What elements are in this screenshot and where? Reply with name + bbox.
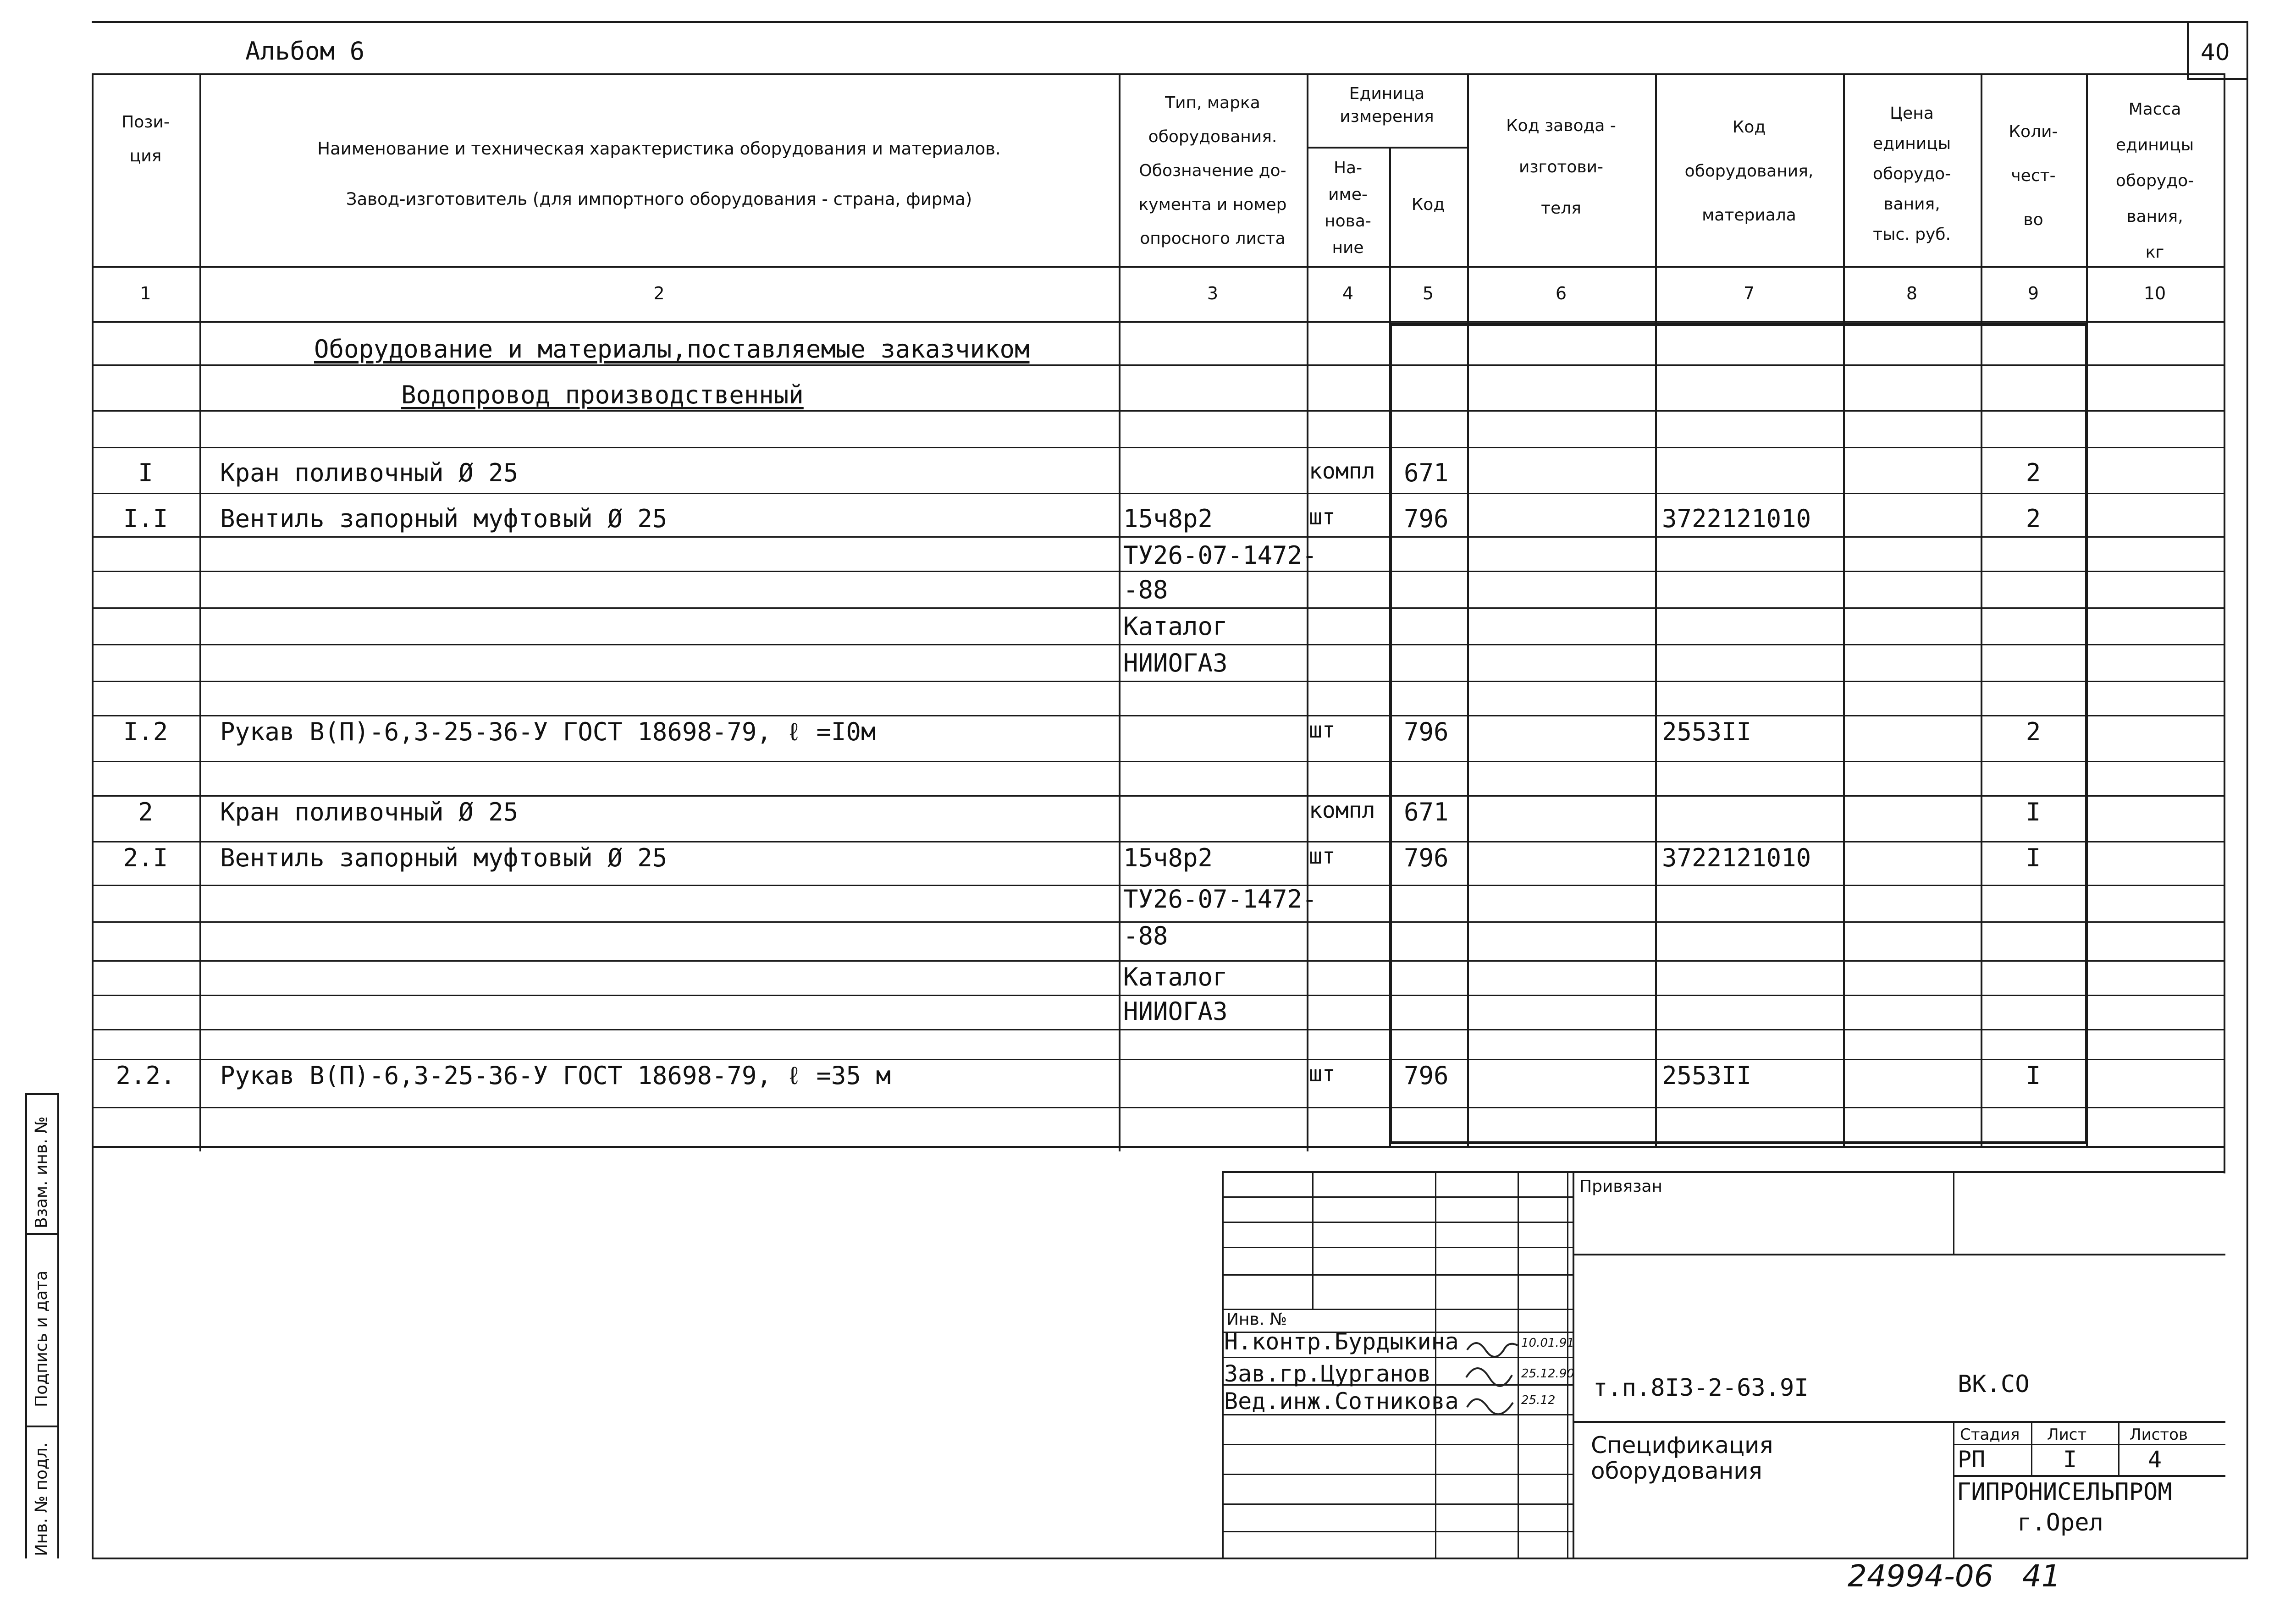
row-divider bbox=[92, 715, 2225, 716]
row-position: 2.2. bbox=[116, 1061, 176, 1090]
row-quantity: 2 bbox=[2026, 717, 2041, 746]
row-quantity: I bbox=[2026, 843, 2041, 872]
privyazan-label: Привязан bbox=[1579, 1177, 1662, 1196]
col-head-3: Тип, марка оборудования. Обозначение до- кумента и номер опросного листа bbox=[1138, 94, 1287, 248]
col-head-6: Код завода - изготови- теля bbox=[1506, 116, 1616, 218]
signer-row-1 bbox=[1224, 1328, 1459, 1355]
stamp-org-line bbox=[1953, 1475, 2225, 1477]
row-divider bbox=[92, 795, 2225, 797]
signatures bbox=[1463, 1332, 1522, 1419]
stamp-row-line bbox=[1222, 1531, 1573, 1532]
signer-row-2 bbox=[1224, 1360, 1431, 1387]
row-material-code: 3722121010 bbox=[1662, 843, 1811, 872]
row-name: Кран поливочный Ø 25 bbox=[220, 798, 519, 826]
stamp-row-line bbox=[1222, 1274, 1573, 1276]
col-num-7: 7 bbox=[1743, 283, 1755, 303]
col-head-2: Наименование и техническая характеристика оборудования и материалов. Завод-изготовитель (для импортного оборудования - страна, фирма) bbox=[317, 139, 1001, 209]
stamp-row-line bbox=[1222, 1444, 1573, 1445]
row-unit-code: 796 bbox=[1404, 717, 1449, 746]
side-strip-right bbox=[57, 1093, 59, 1558]
sheet-code: ВК.СО bbox=[1958, 1371, 2030, 1398]
row-unit: шт bbox=[1309, 504, 1336, 530]
stamp-v8 bbox=[2031, 1421, 2032, 1476]
row-quantity: I bbox=[2026, 798, 2041, 826]
row-type: 15ч8р2 bbox=[1123, 843, 1213, 872]
side-strip-left bbox=[25, 1093, 27, 1558]
org-name: ГИПРОНИСЕЛЬПРОМ bbox=[1957, 1478, 2172, 1506]
side-label-vzam: Взам. инв. № bbox=[32, 1116, 51, 1228]
archive-number: 24994-06 41 bbox=[1848, 1558, 2061, 1594]
stamp-v4 bbox=[1567, 1171, 1568, 1558]
doc-title: Спецификация оборудования bbox=[1591, 1432, 1773, 1484]
row-material-code: 2553II bbox=[1662, 717, 1752, 746]
header-divider bbox=[92, 266, 2225, 268]
sheet-value: I bbox=[2063, 1446, 2077, 1473]
row-type: ТУ26-07-1472- bbox=[1123, 541, 1317, 570]
stage-value: РП bbox=[1958, 1446, 1986, 1473]
row-unit-code: 796 bbox=[1404, 843, 1449, 872]
row-name: Рукав В(П)-6,3-25-36-У ГОСТ 18698-79, ℓ =35 м bbox=[220, 1061, 891, 1090]
signer-role-3: Вед.инж. bbox=[1224, 1388, 1335, 1415]
stamp-v7 bbox=[1953, 1421, 1954, 1558]
stamp-v5 bbox=[1573, 1171, 1574, 1558]
stamp-mid-line bbox=[1573, 1254, 2225, 1255]
row-quantity: 2 bbox=[2026, 504, 2041, 533]
row-divider bbox=[92, 960, 2225, 962]
row-material-code: 3722121010 bbox=[1662, 504, 1811, 533]
side-strip-top bbox=[25, 1093, 59, 1095]
col-num-10: 10 bbox=[2143, 283, 2166, 303]
table-top bbox=[92, 73, 2225, 75]
col-num-1: 1 bbox=[140, 283, 151, 303]
row-divider bbox=[92, 536, 2225, 538]
row-type: Каталог bbox=[1123, 963, 1228, 991]
row-divider bbox=[92, 644, 2225, 645]
col-num-4: 4 bbox=[1342, 283, 1354, 303]
doc-code: т.п.8I3-2-63.9I bbox=[1593, 1374, 1809, 1402]
signer-name-1: Бурдыкина bbox=[1334, 1328, 1459, 1355]
row-unit: шт bbox=[1309, 717, 1336, 743]
col-head-7: Код оборудования, материала bbox=[1684, 118, 1814, 225]
frame-right bbox=[2246, 21, 2248, 1558]
section-title-sub: Водопровод производственный bbox=[401, 380, 804, 409]
stamp-row-line bbox=[1222, 1503, 1573, 1505]
stamp-row-line bbox=[1222, 1222, 1573, 1223]
row-type: Каталог bbox=[1123, 612, 1228, 641]
row-divider bbox=[92, 1059, 2225, 1060]
stamp-v9 bbox=[2118, 1421, 2119, 1476]
side-label-inv: Инв. № подл. bbox=[32, 1442, 51, 1556]
row-divider bbox=[92, 841, 2225, 842]
row-type: -88 bbox=[1123, 575, 1168, 604]
col-head-1: Пози- ция bbox=[121, 113, 170, 165]
row-divider bbox=[92, 1029, 2225, 1030]
sheets-value: 4 bbox=[2148, 1446, 2162, 1473]
stamp-left bbox=[1222, 1171, 1224, 1558]
sign-date-2: 25.12.90 bbox=[1521, 1367, 1574, 1381]
signer-role-2: Зав.гр. bbox=[1224, 1360, 1321, 1387]
row-divider bbox=[92, 364, 2225, 366]
stamp-v2 bbox=[1435, 1171, 1436, 1558]
page-box-bottom bbox=[2187, 78, 2248, 80]
row-divider bbox=[92, 493, 2225, 494]
org-city: г.Орел bbox=[2017, 1509, 2103, 1536]
signer-role-1: Н.контр. bbox=[1224, 1328, 1335, 1355]
stamp-row-line bbox=[1222, 1474, 1573, 1475]
col-num-8: 8 bbox=[1906, 283, 1918, 303]
col-num-5: 5 bbox=[1422, 283, 1434, 303]
col-head-4: На- име- нова- ние bbox=[1325, 159, 1371, 257]
side-strip-div1 bbox=[25, 1233, 59, 1235]
row-divider bbox=[92, 995, 2225, 996]
row-type: ТУ26-07-1472- bbox=[1123, 885, 1317, 914]
col-line-10 bbox=[2224, 73, 2225, 1173]
sign-date-1: 10.01.91 bbox=[1521, 1336, 1574, 1350]
col-head-8: Цена единицы оборудо- вания, тыс. руб. bbox=[1872, 104, 1951, 244]
table-bottom bbox=[92, 1146, 2225, 1148]
stamp-top bbox=[1222, 1171, 2225, 1173]
row-quantity: 2 bbox=[2026, 458, 2041, 487]
section-title-main: Оборудование и материалы,поставляемые заказчиком bbox=[314, 335, 1030, 363]
stamp-code-line bbox=[1573, 1421, 2225, 1423]
row-position: 2 bbox=[138, 798, 153, 826]
row-divider bbox=[92, 607, 2225, 609]
stage-label: Стадия bbox=[1960, 1426, 2020, 1444]
row-unit: компл bbox=[1309, 458, 1375, 484]
page-box-left bbox=[2187, 21, 2189, 79]
col-line-1 bbox=[199, 73, 201, 1151]
row-position: I.I bbox=[123, 504, 168, 533]
col-num-9: 9 bbox=[2027, 283, 2039, 303]
col-num-6: 6 bbox=[1555, 283, 1567, 303]
row-position: 2.I bbox=[123, 843, 168, 872]
row-unit-code: 671 bbox=[1404, 458, 1449, 487]
row-name: Вентиль запорный муфтовый Ø 25 bbox=[220, 504, 668, 533]
col-num-2: 2 bbox=[653, 283, 665, 303]
row-name: Рукав В(П)-6,3-25-36-У ГОСТ 18698-79, ℓ =I0м bbox=[220, 717, 876, 746]
row-unit-code: 796 bbox=[1404, 504, 1449, 533]
stamp-v6 bbox=[1953, 1171, 1954, 1254]
col-head-9: Коли- чест- во bbox=[2009, 122, 2058, 229]
row-divider bbox=[92, 571, 2225, 572]
row-position: I.2 bbox=[123, 717, 168, 746]
row-divider bbox=[92, 681, 2225, 682]
side-label-sign: Подпись и дата bbox=[32, 1270, 51, 1407]
row-unit: шт bbox=[1309, 843, 1336, 869]
row-divider bbox=[92, 410, 2225, 412]
row-unit: компл bbox=[1309, 798, 1375, 823]
sign-date-3: 25.12 bbox=[1521, 1393, 1556, 1407]
col-head-10: Масса единицы оборудо- вания, кг bbox=[2115, 100, 2194, 262]
row-material-code: 2553II bbox=[1662, 1061, 1752, 1090]
unit-group-head: Единица измерения bbox=[1340, 84, 1434, 126]
col-head-5: Код bbox=[1411, 195, 1445, 214]
numbers-divider bbox=[92, 321, 2225, 323]
sheets-label: Листов bbox=[2130, 1426, 2188, 1444]
stamp-v1 bbox=[1312, 1171, 1314, 1309]
frame-top bbox=[92, 21, 2248, 23]
inv-label: Инв. № bbox=[1226, 1310, 1287, 1329]
row-unit: шт bbox=[1309, 1061, 1336, 1087]
signer-name-3: Сотникова bbox=[1334, 1388, 1459, 1415]
row-type: -88 bbox=[1123, 921, 1168, 950]
signer-name-2: Цурганов bbox=[1320, 1360, 1431, 1387]
row-type: НИИОГАЗ bbox=[1123, 997, 1228, 1026]
row-divider bbox=[92, 447, 2225, 448]
page-number: 40 bbox=[2201, 39, 2230, 66]
row-name: Кран поливочный Ø 25 bbox=[220, 458, 519, 487]
row-name: Вентиль запорный муфтовый Ø 25 bbox=[220, 843, 668, 872]
row-unit-code: 671 bbox=[1404, 798, 1449, 826]
row-divider bbox=[92, 761, 2225, 762]
row-position: I bbox=[138, 458, 153, 487]
side-strip-div2 bbox=[25, 1426, 59, 1427]
stamp-row-line bbox=[1222, 1247, 1573, 1248]
row-unit-code: 796 bbox=[1404, 1061, 1449, 1090]
signer-row-3 bbox=[1224, 1388, 1459, 1415]
row-quantity: I bbox=[2026, 1061, 2041, 1090]
row-type: 15ч8р2 bbox=[1123, 504, 1213, 533]
unit-group-divider bbox=[1307, 147, 1469, 149]
album-label: Альбом 6 bbox=[245, 37, 365, 66]
col-num-3: 3 bbox=[1207, 283, 1219, 303]
row-type: НИИОГАЗ bbox=[1123, 649, 1228, 677]
sheet-label: Лист bbox=[2047, 1426, 2087, 1444]
row-divider bbox=[92, 1107, 2225, 1108]
stamp-row-line bbox=[1222, 1196, 1573, 1198]
stamp-stage-line bbox=[1953, 1444, 2225, 1445]
